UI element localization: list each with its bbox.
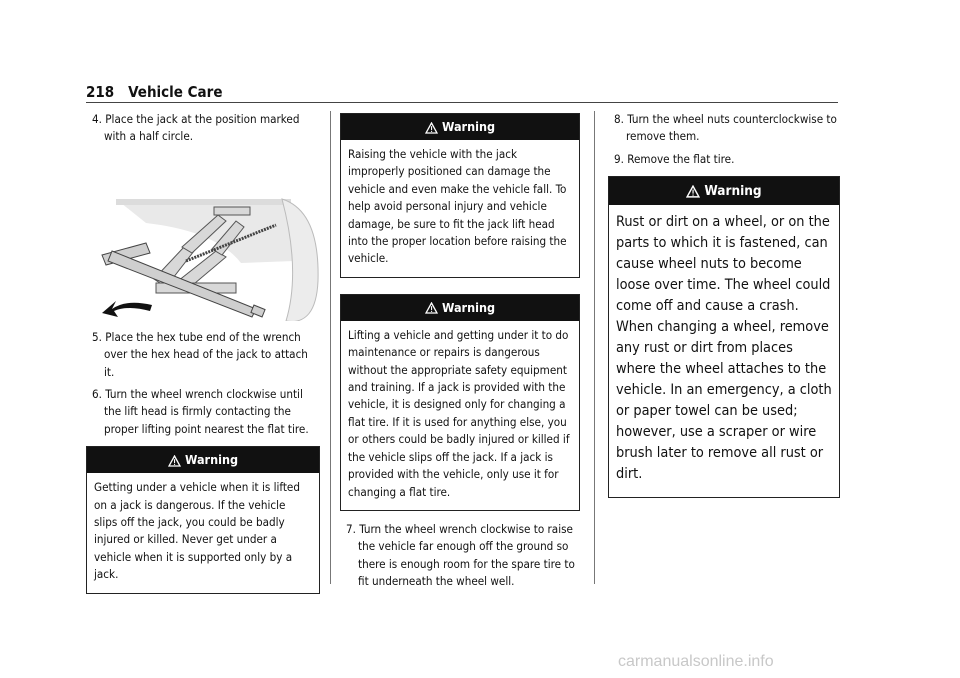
rotate-arrow-icon xyxy=(102,301,152,317)
warning-box xyxy=(86,446,320,593)
column-2 xyxy=(340,111,580,596)
warning-title: Warning xyxy=(441,119,495,134)
warning-title: Warning xyxy=(704,183,762,200)
page-header xyxy=(86,83,222,101)
warning-box-1 xyxy=(340,113,580,278)
column-divider-1 xyxy=(330,111,331,584)
warning-header xyxy=(341,114,579,140)
warning-text: Lifting a vehicle and getting under it to do maintenance or repairs is dangerous without the appropriate safety equipment and training. If a jack is provided with the vehicle, it is designed only for changing a flat tire. If it is used for anything else, you or others could be badly injured or killed if the vehicle slips off the jack. If a jack is provided with the vehicle, only use it for changing a flat tire. xyxy=(348,327,570,499)
step-8: 8. Turn the wheel nuts counterclockwise to remove them. xyxy=(614,112,837,144)
warning-triangle-icon xyxy=(425,302,438,314)
step-4: 4. Place the jack at the position marked with a half circle. xyxy=(92,112,300,144)
step-7: 7. Turn the wheel wrench clockwise to raise the vehicle far enough off the ground so there is enough room for the spare tire to fit underneath the wheel well. xyxy=(346,521,575,589)
warning-header xyxy=(341,295,579,321)
page-number: 218 xyxy=(86,83,115,101)
warning-title: Warning xyxy=(184,452,238,468)
warning-triangle-icon xyxy=(168,455,181,467)
column-3 xyxy=(608,111,840,508)
section-title: Vehicle Care xyxy=(128,83,223,101)
header-rule xyxy=(86,102,838,103)
column-divider-2 xyxy=(594,111,595,584)
jack-illustration xyxy=(86,151,320,321)
warning-header xyxy=(87,447,319,473)
column-1 xyxy=(86,111,320,604)
warning-header xyxy=(609,177,839,205)
warning-box xyxy=(608,176,840,498)
warning-box-2 xyxy=(340,294,580,511)
step-5: 5. Place the hex tube end of the wrench over the hex head of the jack to attach it. xyxy=(92,329,308,379)
step-6: 6. Turn the wheel wrench clockwise until the lift head is firmly contacting the proper lifting point nearest the flat tire. xyxy=(92,387,309,436)
watermark: carmanualsonline.info xyxy=(618,653,774,670)
warning-triangle-icon xyxy=(686,185,700,198)
step-9: 9. Remove the flat tire. xyxy=(614,151,735,166)
warning-text: Rust or dirt on a wheel, or on the parts to which it is fastened, can cause wheel nuts to become loose over time. The wheel could come off and cause a crash. When changing a wheel, remove any rust or dirt from places where the wheel attaches to the vehicle. In an emergency, a cloth or paper towel can be used; however, use a scraper or wire brush later to remove all rust or dirt. xyxy=(616,214,832,483)
warning-text: Raising the vehicle with the jack improperly positioned can damage the vehicle and even make the vehicle fall. To help avoid personal injury and vehicle damage, be sure to fit the jack lift head into the proper location before raising the vehicle. xyxy=(348,147,567,266)
warning-title: Warning xyxy=(441,299,495,315)
warning-triangle-icon xyxy=(425,122,438,134)
warning-text: Getting under a vehicle when it is lifted on a jack is dangerous. If the vehicle slips off the jack, you could be badly injured or killed. Never get under a vehicle when it is supported only by a jack. xyxy=(94,480,300,582)
